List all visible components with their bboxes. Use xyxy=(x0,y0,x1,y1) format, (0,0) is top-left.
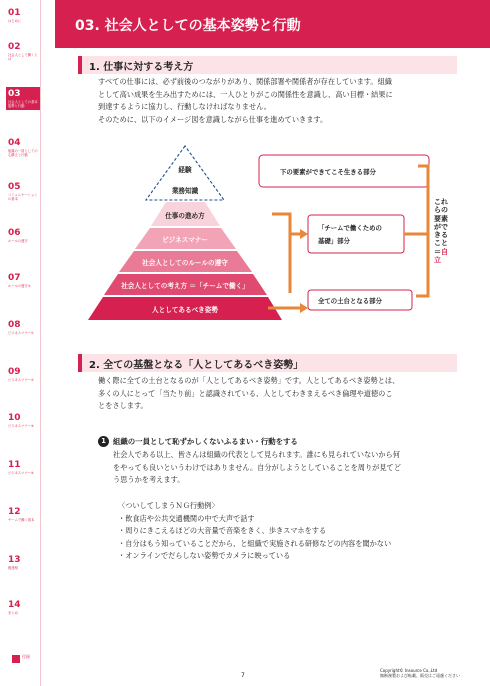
sidebar-item-num: 07 xyxy=(8,273,21,283)
orange-bracket xyxy=(272,214,290,293)
sidebar-item-label: 社会人としての基本姿勢と行動 xyxy=(8,100,38,108)
ng-example-title: 〈ついしてしまうＮＧ行動例〉 xyxy=(118,501,219,510)
section-2-line: 多くの人にとって「当たり前」と認識されている、人としてわきまえるべき倫理や道徳のこ xyxy=(98,388,393,398)
pyramid-top-label-2: 業務知識 xyxy=(171,187,199,195)
page-number: 7 xyxy=(241,672,245,679)
section-1-line: すべての仕事には、必ず前後のつながりがあり、関係部署や関係者が存在しています。組織 xyxy=(98,77,392,86)
sidebar-item-num: 09 xyxy=(8,367,21,377)
ng-example-item: ・周りにきこえるほどの大音量で音楽をきく、歩きスマホをする xyxy=(118,526,327,535)
sidebar-item-label: 社会人として働くとは xyxy=(8,53,38,61)
sidebar-item-label: ビジネスマナー④ xyxy=(8,471,34,475)
sidebar-item-num: 10 xyxy=(8,413,21,423)
section-2-line: 働く際に全ての土台となるのが「人としてあるべき姿勢」です。人としてあるべき姿勢とは、 xyxy=(98,376,400,385)
mid-note-box xyxy=(308,215,404,253)
sidebar-item-num: 14 xyxy=(8,600,21,610)
sub-body xyxy=(113,449,458,487)
orange-arrow-head-bottom xyxy=(300,303,308,313)
pyramid-top-label-1: 経験 xyxy=(178,166,192,174)
sidebar-item-num: 12 xyxy=(8,507,21,517)
sidebar-item-label: コミュニケーションの基本 xyxy=(8,193,38,201)
sidebar-item-num: 05 xyxy=(8,182,21,192)
sub-line: をやっても良いというわけではありません。自分がしようとしていることを周りが見てど xyxy=(113,462,401,472)
bottom-note-text: 全ての土台となる部分 xyxy=(318,297,382,305)
pyramid-layer-5-label: 人としてあるべき姿勢 xyxy=(152,306,218,314)
ng-example-list xyxy=(118,500,458,563)
pyramid-layer-3-label: 社会人としてのルールの遵守 xyxy=(142,259,228,267)
section-2-body xyxy=(98,375,458,413)
vertical-caption-red: 自立 xyxy=(434,247,448,265)
ng-example-item: ・自分はもう知っていることだから、と組織で実施される研修などの内容を聞かない xyxy=(118,538,392,548)
mid-note-text-1: 「チームで働くための xyxy=(318,224,382,232)
sidebar-item-num: 13 xyxy=(8,555,21,565)
copyright-text: Copyright© Insource Co.,Ltd xyxy=(380,668,438,673)
section-1-line: として高い成果を生み出すためには、一人ひとりがこの関係性を意識し、高い目標・結果に xyxy=(98,89,393,99)
sidebar-item-label: 報連相 xyxy=(8,566,18,570)
sidebar-item-label: ルールの遵守② xyxy=(8,284,31,288)
sidebar-appendix[interactable]: 付録 xyxy=(22,654,30,659)
section-2-heading-text: 2. 全ての基盤となる「人としてあるべき姿勢」 xyxy=(89,360,304,371)
mid-note-text-2: 基礎」部分 xyxy=(318,237,350,245)
ng-example-item: ・飲食店や公共交通機関の中で大声で話す xyxy=(118,513,255,523)
page-title: 03. 社会人としての基本姿勢と行動 xyxy=(75,18,301,34)
vertical-caption xyxy=(434,198,448,264)
sub-line: 社会人である以上、皆さんは組織の代表として見られます。誰にも見られていないから何 xyxy=(113,450,400,459)
sidebar-item-label: ビジネスマナー① xyxy=(8,331,34,335)
pyramid-layer-4-label: 社会人としての考え方 ＝「チームで働く」 xyxy=(121,282,249,290)
sidebar-item-num: 04 xyxy=(8,138,21,148)
sidebar-item-num: 03 xyxy=(8,89,21,99)
sidebar-item-num: 01 xyxy=(8,8,21,18)
sub-heading: 組織の一員として恥ずかしくないふるまい・行動をする xyxy=(113,437,298,446)
vertical-caption-black: これらの要素ができること＝ xyxy=(434,198,448,256)
section-1-line: 到達するように協力し、行動しなければなりません。 xyxy=(98,102,271,111)
pyramid-layer-1-label: 仕事の進め方 xyxy=(165,212,205,220)
top-note-text: 下の要素ができてこそ生きる部分 xyxy=(280,168,376,176)
sidebar-item-num: 08 xyxy=(8,320,21,330)
copyright-notice: 無断複製および転載、販売はご遠慮ください xyxy=(380,673,460,678)
sidebar-item-num: 02 xyxy=(8,42,21,52)
sidebar-item-label: ビジネスマナー③ xyxy=(8,424,34,428)
ng-example-item: ・オンラインでだらしない姿勢でカメラに映っている xyxy=(118,551,291,560)
section-1-line: そのために、以下のイメージ図を意識しながら仕事を進めていきます。 xyxy=(98,114,328,124)
section-2-heading xyxy=(78,354,457,372)
sidebar-item-label: 組織の一員としての心構えと行動 xyxy=(8,149,38,157)
orange-arrow-head xyxy=(300,229,308,239)
section-1-heading-text: 1. 仕事に対する考え方 xyxy=(89,62,194,73)
sidebar-item-num: 11 xyxy=(8,460,21,470)
pyramid-layer-2-label: ビジネスマナー xyxy=(162,236,208,244)
sidebar-item-num: 06 xyxy=(8,228,21,238)
sidebar-item-label: ビジネスマナー② xyxy=(8,378,34,382)
sidebar-item-label: はじめに xyxy=(8,19,22,23)
footer-copyright-block xyxy=(380,668,460,678)
sub-line: う思うかを考えます。 xyxy=(113,475,185,484)
sidebar-item-label: まとめ xyxy=(8,611,18,615)
section-2-line: とをさします。 xyxy=(98,401,148,410)
sub-number-badge: 1 xyxy=(98,436,109,447)
sidebar-item-label: ルールの遵守 xyxy=(8,239,28,243)
sidebar-item-label: チームで働く基本 xyxy=(8,518,35,522)
